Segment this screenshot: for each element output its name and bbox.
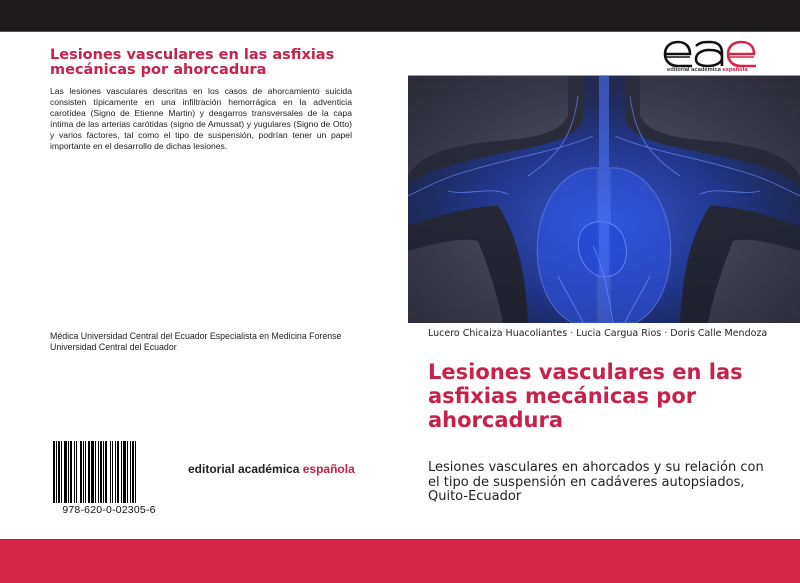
publisher-name	[188, 462, 355, 476]
top-band	[0, 0, 800, 32]
publisher-name-accent: española	[302, 462, 355, 476]
isbn-number: 978-620-0-02305-6	[62, 504, 156, 516]
barcode-icon	[53, 441, 168, 503]
bottom-band	[0, 539, 800, 583]
logo-wordmark-main: editorial académica	[667, 67, 723, 73]
barcode	[50, 441, 168, 517]
author-bio: Médica Universidad Central del Ecuador Especialista en Medicina Forense Universidad Central del Ecuador	[50, 331, 342, 352]
logo-wordmark	[667, 67, 748, 73]
publisher-name-main: editorial académica	[188, 462, 303, 476]
front-cover-subtitle: Lesiones vasculares en ahorcados y su relación con el tipo de suspensión en cadáveres autopsiados, Quito-Ecuador	[428, 460, 764, 504]
back-cover-blurb: Las lesiones vasculares descritas en los casos de ahorcamiento suicida consisten típicamente en una infiltración hemorrágica en la adventicia carotídea (Signo de Etienne Martin) y desgarros transversales de la capa íntima de las arterias carótidas (signo de Amussat) y yugulares (Signo de Otto) y varios factores, tal como el tipo de suspensión, podrían tener un papel importante en el desarrollo de dichas lesiones.	[50, 86, 352, 151]
author-list: Lucero Chicaiza Huacoliantes · Lucia Cargua Rios · Doris Calle Mendoza	[428, 328, 768, 339]
logo-wordmark-accent: española	[722, 67, 748, 73]
back-cover-title: Lesiones vasculares en las asfixias mecánicas por ahorcadura	[50, 47, 335, 78]
anatomical-torso-icon	[408, 76, 800, 323]
cover-illustration	[408, 75, 800, 323]
front-cover-title: Lesiones vasculares en las asfixias mecánicas por ahorcadura	[428, 360, 743, 432]
